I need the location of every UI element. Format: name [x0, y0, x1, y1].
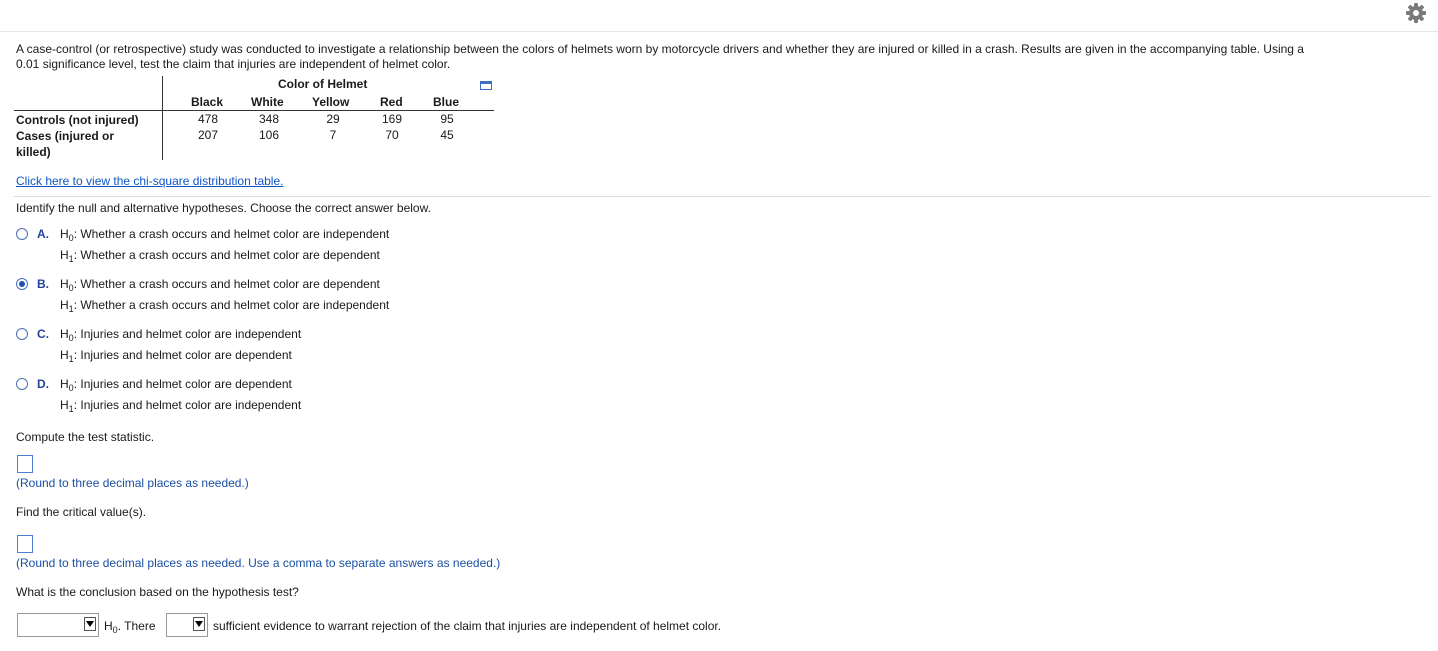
table-cell: 478 [197, 112, 219, 126]
table-cell: 106 [258, 128, 280, 142]
column-header-yellow: Yellow [312, 95, 350, 109]
column-header-white: White [251, 95, 284, 109]
hypotheses-prompt: Identify the null and alternative hypotheses. Choose the correct answer below. [16, 201, 431, 215]
table-caption: Color of Helmet [278, 77, 368, 91]
row-label-cases-cont: killed) [16, 145, 51, 159]
critical-values-hint: (Round to three decimal places as needed. Use a comma to separate answers as needed.) [16, 556, 501, 570]
chi-square-table-link[interactable]: Click here to view the chi-square distribution table. [16, 174, 284, 188]
question-line-2: 0.01 significance level, test the claim that injuries are independent of helmet color. [16, 57, 451, 71]
table-cell: 7 [329, 128, 337, 142]
helmet-color-table [14, 76, 496, 162]
table-cell: 45 [440, 128, 454, 142]
alternative-hypothesis: $H_1$: Injuries and helmet color are dependent [60, 348, 292, 364]
conclusion-prompt: What is the conclusion based on the hypothesis test? [16, 585, 299, 599]
null-hypothesis: $H_0$: Injuries and helmet color are independent [60, 327, 302, 343]
column-header-blue: Blue [433, 95, 460, 109]
row-label-controls: Controls (not injured) [16, 113, 139, 127]
question-line-1: A case-control (or retrospective) study was conducted to investigate a relationship between the colors of helmets worn by motorcycle drivers and whether they are injured or killed in a crash. Results are given in the accompanying table. Using a [16, 42, 1304, 56]
table-vertical-rule [162, 76, 163, 160]
option-letter: D. [37, 377, 49, 391]
reject-decision-dropdown[interactable] [17, 613, 99, 637]
gear-icon[interactable] [1405, 2, 1427, 24]
table-cell: 169 [381, 112, 403, 126]
dropdown-arrow-icon[interactable] [193, 617, 205, 631]
critical-values-input[interactable] [17, 535, 33, 553]
conclusion-rest-text: sufficient evidence to warrant rejection of the claim that injuries are independent of helmet color. [213, 619, 722, 633]
test-statistic-prompt: Compute the test statistic. [16, 430, 155, 444]
alternative-hypothesis: $H_1$: Whether a crash occurs and helmet color are independent [60, 298, 390, 314]
column-header-red: Red [380, 95, 403, 109]
conclusion-h0-text: $H_0$. There [104, 619, 156, 635]
option-letter: C. [37, 327, 49, 341]
test-statistic-hint: (Round to three decimal places as needed.) [16, 476, 249, 490]
question-text [16, 42, 1421, 72]
popout-icon[interactable] [480, 80, 492, 90]
radio-button-c[interactable] [16, 328, 28, 340]
radio-button-a[interactable] [16, 228, 28, 240]
table-cell: 95 [440, 112, 454, 126]
alternative-hypothesis: $H_1$: Whether a crash occurs and helmet color are dependent [60, 248, 380, 264]
option-letter: B. [37, 277, 49, 291]
table-horizontal-rule [14, 110, 494, 111]
radio-button-d[interactable] [16, 378, 28, 390]
table-cell: 29 [326, 112, 340, 126]
table-cell: 207 [197, 128, 219, 142]
null-hypothesis: $H_0$: Injuries and helmet color are dependent [60, 377, 292, 393]
evidence-dropdown[interactable] [166, 613, 208, 637]
table-cell: 70 [385, 128, 399, 142]
section-divider [14, 196, 1430, 197]
null-hypothesis: $H_0$: Whether a crash occurs and helmet color are dependent [60, 277, 380, 293]
table-cell: 348 [258, 112, 280, 126]
radio-button-b-selected[interactable] [16, 278, 28, 290]
header-divider [0, 31, 1438, 32]
null-hypothesis: $H_0$: Whether a crash occurs and helmet color are independent [60, 227, 390, 243]
column-header-black: Black [191, 95, 224, 109]
test-statistic-input[interactable] [17, 455, 33, 473]
option-letter: A. [37, 227, 49, 241]
dropdown-arrow-icon[interactable] [84, 617, 96, 631]
alternative-hypothesis: $H_1$: Injuries and helmet color are independent [60, 398, 302, 414]
critical-values-prompt: Find the critical value(s). [16, 505, 147, 519]
row-label-cases: Cases (injured or [16, 129, 115, 143]
